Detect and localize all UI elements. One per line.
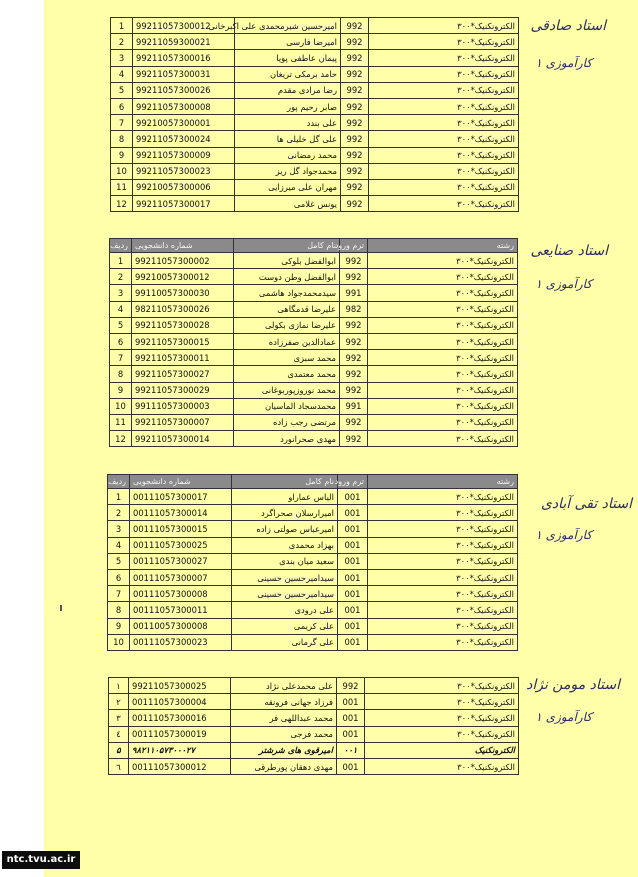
student-id-cell: 99210057300001: [133, 115, 235, 131]
major-cell: الکترونکنیک*۳۰۰: [369, 18, 519, 34]
row-number-cell: 6: [108, 569, 130, 585]
header-row: [110, 239, 518, 253]
entry-term-cell: 001: [337, 726, 365, 742]
stray-mark: [60, 605, 62, 611]
major-cell: الکترونکنیک*۳۰۰: [368, 521, 518, 537]
table-row: [108, 537, 518, 553]
row-number-cell: 8: [111, 131, 133, 147]
table-row: [110, 301, 518, 317]
entry-term-cell: 001: [338, 602, 368, 618]
full-name-cell: مهران علی میرزایی: [235, 179, 341, 195]
major-cell: الکترونکنیک*۳۰۰: [368, 634, 518, 650]
entry-term-cell: 992: [341, 163, 369, 179]
row-number-cell: 3: [110, 285, 132, 301]
major-cell: الکترونکنیک*۳۰۰: [369, 82, 519, 98]
full-name-cell: سعید میان بندی: [232, 553, 338, 569]
student-id-cell: 99211057300002: [132, 253, 234, 269]
table-row: [108, 489, 518, 505]
full-name-cell: بهزاد محمدی: [232, 537, 338, 553]
full-name-cell: یونس غلامی: [235, 196, 341, 212]
full-name-cell: محمد سبزی: [234, 350, 340, 366]
major-cell: الکترونکنیک*۳۰۰: [369, 131, 519, 147]
table-row: [111, 66, 519, 82]
major-cell: الکترونکنیک*۳۰۰: [368, 618, 518, 634]
note-course-1: کارآموزی ۱: [535, 56, 592, 70]
major-cell: الکترونکنیک*۳۰۰: [369, 196, 519, 212]
table-row: [109, 742, 519, 758]
table-row: [109, 726, 519, 742]
student-id-cell: 99211057300012: [133, 18, 235, 34]
row-number-cell: 12: [110, 431, 132, 447]
table-row: [110, 253, 518, 269]
table-row: [110, 382, 518, 398]
student-id-cell: 00111057300007: [130, 569, 232, 585]
major-cell: الکترونکنیک*۳۰۰: [369, 66, 519, 82]
column-header: ترم ورود: [340, 239, 368, 253]
row-number-cell: ٦: [109, 758, 129, 774]
row-number-cell: 10: [108, 634, 130, 650]
student-id-cell: 99111057300003: [132, 398, 234, 414]
row-number-cell: 6: [110, 333, 132, 349]
student-table-3: [107, 474, 518, 651]
student-id-cell: 00111057300025: [130, 537, 232, 553]
entry-term-cell: 991: [340, 398, 368, 414]
table-row: [111, 82, 519, 98]
full-name-cell: علی بندد: [235, 115, 341, 131]
full-name-cell: علی درودی: [232, 602, 338, 618]
column-header: ردیف: [110, 239, 132, 253]
student-id-cell: 99211057300028: [132, 317, 234, 333]
full-name-cell: سیدامیرحسین حسینی: [232, 586, 338, 602]
major-cell: الکترونکنیک*۳۰۰: [369, 98, 519, 114]
entry-term-cell: ۰۰۱: [337, 742, 365, 758]
column-header: نام کامل: [232, 475, 338, 489]
entry-term-cell: 992: [341, 34, 369, 50]
entry-term-cell: 992: [340, 382, 368, 398]
table-row: [111, 196, 519, 212]
entry-term-cell: 001: [338, 521, 368, 537]
student-id-cell: 99211057300007: [132, 414, 234, 430]
table-row: [110, 366, 518, 382]
full-name-cell: حامد برمکی تریغان: [235, 66, 341, 82]
student-id-cell: ۹۸۲۱۱۰۵۷۳۰۰۰۲۷: [129, 742, 231, 758]
student-id-cell: 00111057300004: [129, 694, 231, 710]
note-instructor-4: استاد مومن نژاد: [526, 677, 620, 693]
full-name-cell: محمد عبداللهی فر: [231, 710, 337, 726]
student-id-cell: 00110057300008: [130, 618, 232, 634]
major-cell: الکترونکنیک*۳۰۰: [369, 179, 519, 195]
entry-term-cell: 992: [340, 269, 368, 285]
entry-term-cell: 001: [338, 537, 368, 553]
major-cell: الکترونکنیک*۳۰۰: [368, 301, 518, 317]
student-id-cell: 99211057300023: [133, 163, 235, 179]
major-cell: الکترونکنیک*۳۰۰: [368, 350, 518, 366]
row-number-cell: 4: [111, 66, 133, 82]
full-name-cell: ابوالفضل بلوکی: [234, 253, 340, 269]
table-row: [108, 505, 518, 521]
entry-term-cell: 992: [340, 333, 368, 349]
row-number-cell: 1: [111, 18, 133, 34]
major-cell: الکترونکنیک*۳۰۰: [368, 333, 518, 349]
entry-term-cell: 992: [341, 147, 369, 163]
table-body: [109, 678, 519, 775]
student-table-2: [109, 238, 518, 447]
student-id-cell: 99211057300016: [133, 50, 235, 66]
major-cell: الکترونکنیک*۳۰۰: [368, 569, 518, 585]
major-cell: الکترونکنیک*۳۰۰: [365, 726, 519, 742]
full-name-cell: امیرقوی های شرشتر: [231, 742, 337, 758]
table-row: [110, 285, 518, 301]
entry-term-cell: 001: [338, 489, 368, 505]
row-number-cell: 12: [111, 196, 133, 212]
major-cell: الکترونکنیک*۳۰۰: [368, 382, 518, 398]
column-header: رشته: [368, 475, 518, 489]
full-name-cell: محمدجواد گل ریز: [235, 163, 341, 179]
student-id-cell: 99211057300009: [133, 147, 235, 163]
entry-term-cell: 992: [341, 131, 369, 147]
entry-term-cell: 001: [338, 553, 368, 569]
full-name-cell: امیرارسلان صحراگرد: [232, 505, 338, 521]
entry-term-cell: 992: [341, 196, 369, 212]
table-body: [110, 253, 518, 447]
entry-term-cell: 992: [341, 66, 369, 82]
full-name-cell: علیرضا نمازی بکولی: [234, 317, 340, 333]
table-row: [108, 569, 518, 585]
full-name-cell: امیرضا فارسی: [235, 34, 341, 50]
note-instructor-3: استاد تقی آبادی: [540, 496, 632, 512]
table-row: [111, 50, 519, 66]
row-number-cell: 5: [108, 553, 130, 569]
major-cell: الکترونکنیک*۳۰۰: [369, 34, 519, 50]
note-instructor-1: استاد صادقی: [530, 18, 606, 34]
major-cell: الکترونکنیک*۳۰۰: [369, 115, 519, 131]
student-id-cell: 00111057300008: [130, 586, 232, 602]
row-number-cell: 1: [108, 489, 130, 505]
entry-term-cell: 992: [341, 98, 369, 114]
table-row: [111, 163, 519, 179]
full-name-cell: علیرضا قدمگاهی: [234, 301, 340, 317]
entry-term-cell: 992: [340, 431, 368, 447]
full-name-cell: محمد نوروزپوربوغانی: [234, 382, 340, 398]
table-body: [108, 489, 518, 651]
row-number-cell: 1: [110, 253, 132, 269]
student-id-cell: 99211057300026: [133, 82, 235, 98]
table-row: [109, 678, 519, 694]
entry-term-cell: 992: [341, 18, 369, 34]
entry-term-cell: 982: [340, 301, 368, 317]
full-name-cell: صابر رحیم پور: [235, 98, 341, 114]
row-number-cell: 2: [110, 269, 132, 285]
table-row: [111, 179, 519, 195]
table-header: [110, 239, 518, 253]
major-cell: الکترونکنیک*۳۰۰: [368, 398, 518, 414]
entry-term-cell: 001: [338, 618, 368, 634]
student-id-cell: 99211057300027: [132, 366, 234, 382]
student-table-4: [108, 677, 519, 775]
note-instructor-2: استاد صنایعی: [530, 243, 608, 259]
entry-term-cell: 001: [337, 694, 365, 710]
major-cell: الکترونکنیک*۳۰۰: [365, 758, 519, 774]
major-cell: الکترونکنیک*۳۰۰: [368, 602, 518, 618]
row-number-cell: 7: [108, 586, 130, 602]
row-number-cell: 8: [110, 366, 132, 382]
row-number-cell: 9: [108, 618, 130, 634]
full-name-cell: محمد معتمدی: [234, 366, 340, 382]
table-row: [108, 634, 518, 650]
table-row: [110, 317, 518, 333]
row-number-cell: 4: [110, 301, 132, 317]
note-course-3: کارآموزی ۱: [535, 528, 592, 542]
row-number-cell: 9: [111, 147, 133, 163]
entry-term-cell: 992: [340, 253, 368, 269]
row-number-cell: 7: [110, 350, 132, 366]
row-number-cell: 10: [111, 163, 133, 179]
entry-term-cell: 992: [340, 414, 368, 430]
column-header: نام کامل: [234, 239, 340, 253]
student-id-cell: 99211057300025: [129, 678, 231, 694]
entry-term-cell: 001: [337, 758, 365, 774]
row-number-cell: 2: [108, 505, 130, 521]
student-id-cell: 98211057300026: [132, 301, 234, 317]
row-number-cell: 7: [111, 115, 133, 131]
major-cell: الکترونکنیک*۳۰۰: [368, 366, 518, 382]
student-id-cell: 00111057300015: [130, 521, 232, 537]
row-number-cell: 8: [108, 602, 130, 618]
major-cell: الکترونکنیک*۳۰۰: [368, 489, 518, 505]
full-name-cell: ابوالفضل وطن دوست: [234, 269, 340, 285]
table-header: [108, 475, 518, 489]
table-row: [108, 618, 518, 634]
major-cell: الکترونکنیک*۳۰۰: [369, 163, 519, 179]
major-cell: الکترونکنیک*۳۰۰: [368, 317, 518, 333]
student-id-cell: 00111057300011: [130, 602, 232, 618]
major-cell: الکترونکنیک: [365, 742, 519, 758]
full-name-cell: مهدی دهقان پورطرقی: [231, 758, 337, 774]
row-number-cell: 6: [111, 98, 133, 114]
entry-term-cell: 001: [338, 505, 368, 521]
table-row: [110, 333, 518, 349]
row-number-cell: ۳: [109, 710, 129, 726]
column-header: ردیف: [108, 475, 130, 489]
entry-term-cell: 992: [337, 678, 365, 694]
entry-term-cell: 992: [340, 366, 368, 382]
table-row: [108, 553, 518, 569]
full-name-cell: محمد فرجی: [231, 726, 337, 742]
major-cell: الکترونکنیک*۳۰۰: [368, 505, 518, 521]
table-row: [111, 34, 519, 50]
full-name-cell: امیرحسین شیرمحمدی علی اکبرخانی: [235, 18, 341, 34]
table-row: [111, 147, 519, 163]
column-header: ترم ورود: [338, 475, 368, 489]
row-number-cell: 11: [111, 179, 133, 195]
student-id-cell: 99211057300017: [133, 196, 235, 212]
entry-term-cell: 001: [337, 710, 365, 726]
header-row: [108, 475, 518, 489]
entry-term-cell: 992: [341, 179, 369, 195]
site-watermark: ntc.tvu.ac.ir: [2, 851, 80, 869]
major-cell: الکترونکنیک*۳۰۰: [369, 147, 519, 163]
table-row: [109, 694, 519, 710]
table-row: [110, 350, 518, 366]
full-name-cell: مهدی صحرانورد: [234, 431, 340, 447]
student-id-cell: 99210057300012: [132, 269, 234, 285]
student-id-cell: 99211057300029: [132, 382, 234, 398]
student-id-cell: 99211057300014: [132, 431, 234, 447]
major-cell: الکترونکنیک*۳۰۰: [368, 253, 518, 269]
note-course-4: کارآموزی ۱: [535, 710, 592, 724]
major-cell: الکترونکنیک*۳۰۰: [368, 553, 518, 569]
student-id-cell: 99210057300006: [133, 179, 235, 195]
full-name-cell: رضا مرادی مقدم: [235, 82, 341, 98]
row-number-cell: 3: [111, 50, 133, 66]
student-id-cell: 00111057300016: [129, 710, 231, 726]
row-number-cell: 4: [108, 537, 130, 553]
student-id-cell: 99110057300030: [132, 285, 234, 301]
student-id-cell: 00111057300023: [130, 634, 232, 650]
student-id-cell: 99211057300008: [133, 98, 235, 114]
student-id-cell: 00111057300012: [129, 758, 231, 774]
entry-term-cell: 992: [341, 82, 369, 98]
row-number-cell: 5: [110, 317, 132, 333]
row-number-cell: 2: [111, 34, 133, 50]
table-row: [109, 758, 519, 774]
student-id-cell: 99211057300031: [133, 66, 235, 82]
full-name-cell: فرزاد جهانی فرونقه: [231, 694, 337, 710]
major-cell: الکترونکنیک*۳۰۰: [365, 710, 519, 726]
table-row: [111, 131, 519, 147]
major-cell: الکترونکنیک*۳۰۰: [368, 431, 518, 447]
entry-term-cell: 991: [340, 285, 368, 301]
full-name-cell: علی گرمانی: [232, 634, 338, 650]
full-name-cell: سیدمحمدجواد هاشمی: [234, 285, 340, 301]
entry-term-cell: 992: [341, 115, 369, 131]
major-cell: الکترونکنیک*۳۰۰: [365, 678, 519, 694]
student-id-cell: 99211059300021: [133, 34, 235, 50]
row-number-cell: ۲: [109, 694, 129, 710]
table-row: [108, 521, 518, 537]
full-name-cell: پیمان عاطفی پویا: [235, 50, 341, 66]
entry-term-cell: 992: [340, 350, 368, 366]
full-name-cell: سیدامیرحسین حسینی: [232, 569, 338, 585]
student-id-cell: 00111057300014: [130, 505, 232, 521]
column-header: شماره دانشجویی: [130, 475, 232, 489]
student-id-cell: 00111057300017: [130, 489, 232, 505]
student-id-cell: 99211057300011: [132, 350, 234, 366]
full-name-cell: عمادالدین صفرزاده: [234, 333, 340, 349]
full-name-cell: علی کریمی: [232, 618, 338, 634]
student-id-cell: 99211057300015: [132, 333, 234, 349]
entry-term-cell: 992: [341, 50, 369, 66]
major-cell: الکترونکنیک*۳۰۰: [368, 285, 518, 301]
column-header: شماره دانشجویی: [132, 239, 234, 253]
student-id-cell: 00111057300027: [130, 553, 232, 569]
row-number-cell: ۱: [109, 678, 129, 694]
table-row: [110, 431, 518, 447]
major-cell: الکترونکنیک*۳۰۰: [368, 269, 518, 285]
table-row: [111, 98, 519, 114]
major-cell: الکترونکنیک*۳۰۰: [369, 50, 519, 66]
major-cell: الکترونکنیک*۳۰۰: [368, 414, 518, 430]
student-id-cell: 00111057300019: [129, 726, 231, 742]
entry-term-cell: 001: [338, 634, 368, 650]
full-name-cell: مرتضی رجب زاده: [234, 414, 340, 430]
major-cell: الکترونکنیک*۳۰۰: [365, 694, 519, 710]
row-number-cell: 5: [111, 82, 133, 98]
full-name-cell: علی محمدعلی نژاد: [231, 678, 337, 694]
full-name-cell: امیرعباس صولتی زاده: [232, 521, 338, 537]
table-row: [111, 115, 519, 131]
major-cell: الکترونکنیک*۳۰۰: [368, 537, 518, 553]
row-number-cell: 10: [110, 398, 132, 414]
note-course-2: کارآموزی ۱: [535, 277, 592, 291]
student-id-cell: 99211057300024: [133, 131, 235, 147]
table-row: [111, 18, 519, 34]
table-row: [108, 602, 518, 618]
table-row: [109, 710, 519, 726]
entry-term-cell: 992: [340, 317, 368, 333]
entry-term-cell: 001: [338, 569, 368, 585]
full-name-cell: الیاس عماراو: [232, 489, 338, 505]
student-table-1: [110, 17, 519, 212]
row-number-cell: ۵: [109, 742, 129, 758]
row-number-cell: 9: [110, 382, 132, 398]
entry-term-cell: 001: [338, 586, 368, 602]
full-name-cell: محمدسجاد الماسیان: [234, 398, 340, 414]
table-row: [110, 414, 518, 430]
table-row: [110, 269, 518, 285]
full-name-cell: محمد رمضانی: [235, 147, 341, 163]
full-name-cell: علی گل خلیلی ها: [235, 131, 341, 147]
column-header: رشته: [368, 239, 518, 253]
major-cell: الکترونکنیک*۳۰۰: [368, 586, 518, 602]
table-body: [111, 18, 519, 212]
table-row: [108, 586, 518, 602]
row-number-cell: ٤: [109, 726, 129, 742]
row-number-cell: 11: [110, 414, 132, 430]
row-number-cell: 3: [108, 521, 130, 537]
table-row: [110, 398, 518, 414]
